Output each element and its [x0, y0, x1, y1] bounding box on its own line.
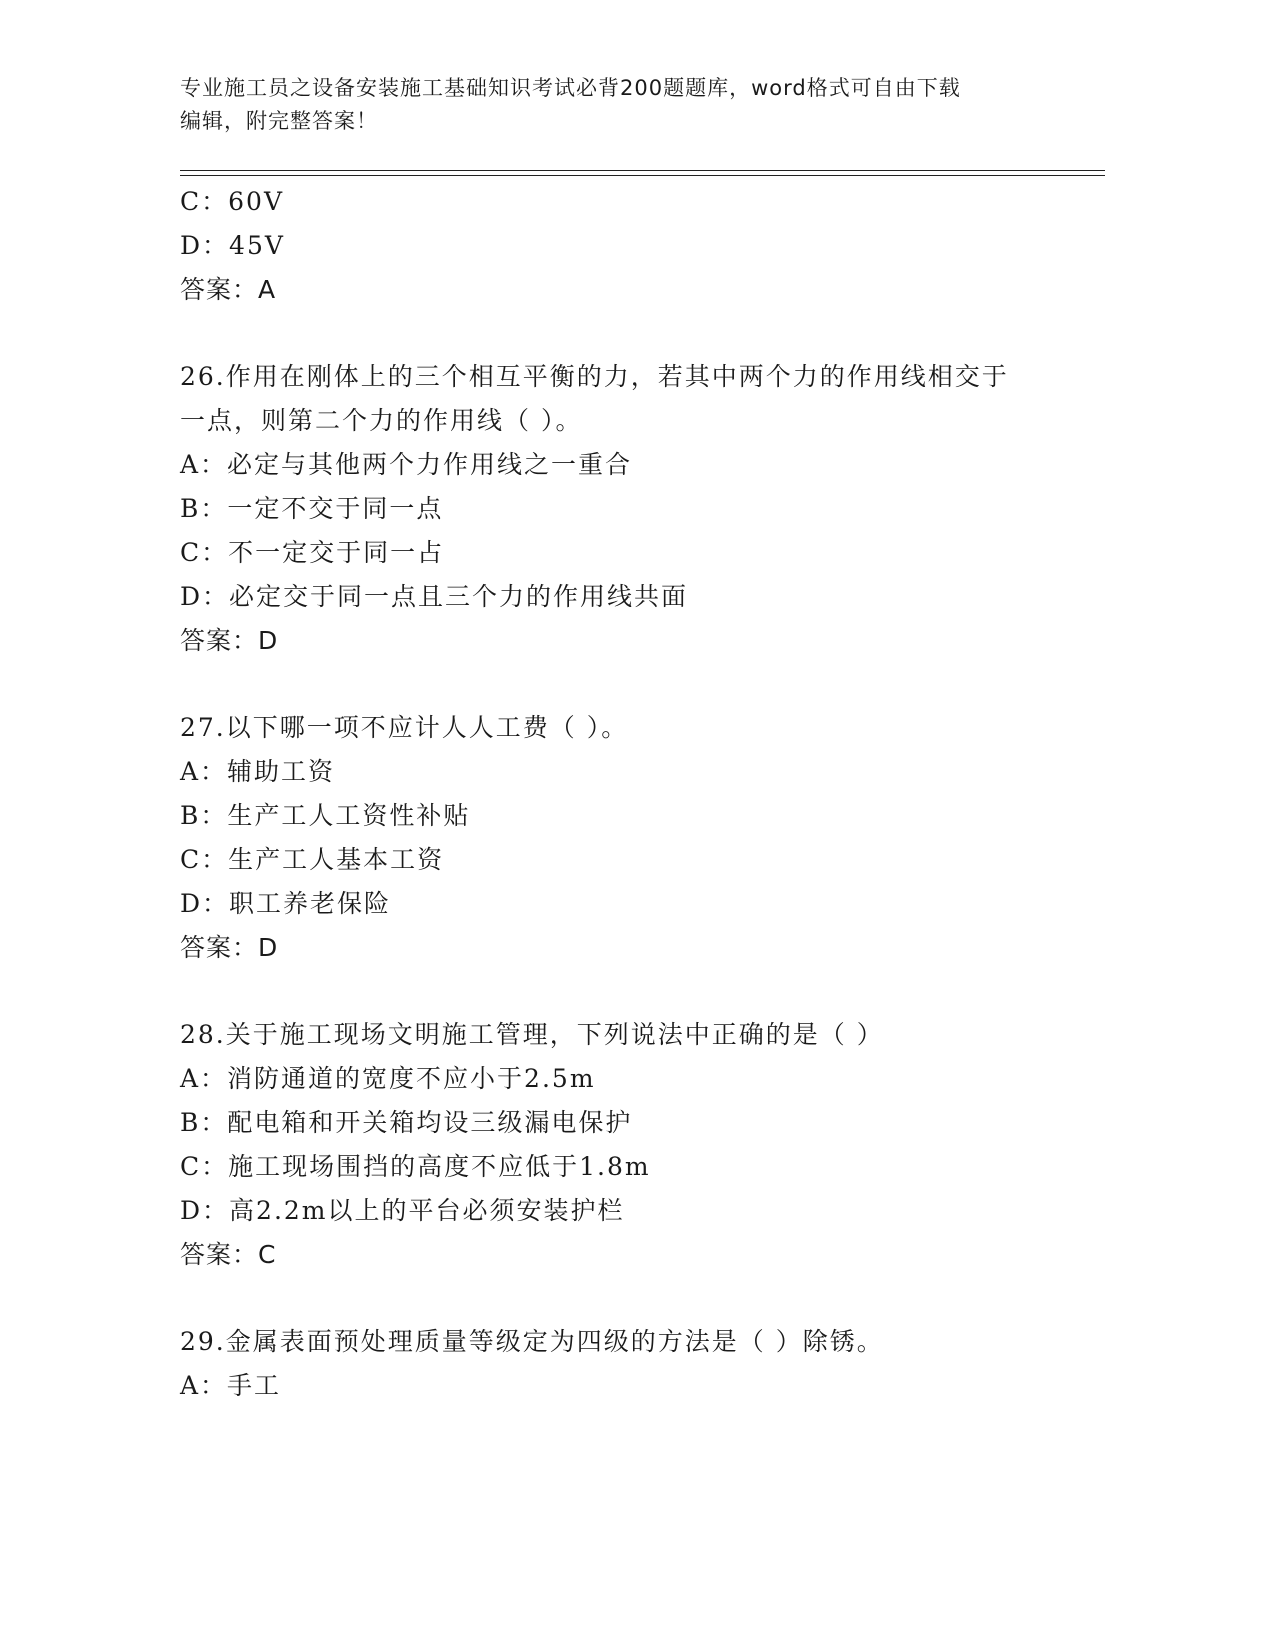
answer-line: 答案：D [180, 933, 279, 962]
header-line-2: 编辑，附完整答案！ [180, 109, 378, 133]
spacer [180, 1277, 1110, 1320]
question-29 [180, 1320, 1110, 1408]
question-stem-line-1: 28.关于施工现场文明施工管理，下列说法中正确的是（ ） [180, 1020, 884, 1049]
spacer [180, 312, 1110, 355]
answer-line: 答案：C [180, 1240, 277, 1269]
option-a: A：辅助工资 [180, 757, 336, 786]
option-a: A：消防通道的宽度不应小于2.5m [180, 1064, 596, 1093]
question-list [180, 180, 1110, 1408]
question-27 [180, 706, 1110, 970]
spacer [180, 663, 1110, 706]
header-divider-bottom [180, 175, 1105, 176]
option-a: A：手工 [180, 1371, 282, 1400]
option-c: C：施工现场围挡的高度不应低于1.8m [180, 1152, 651, 1181]
option-c: C：不一定交于同一占 [180, 538, 445, 567]
question-stem-line-1: 27.以下哪一项不应计人人工费（ ）。 [180, 713, 629, 742]
document-header [180, 72, 1080, 138]
question-25-tail [180, 180, 1110, 312]
answer-line: 答案：A [180, 275, 277, 304]
header-divider-top [180, 170, 1105, 171]
option-d: D：高2.2m以上的平台必须安装护栏 [180, 1196, 625, 1225]
option-b: B：生产工人工资性补贴 [180, 801, 471, 830]
question-stem-line-2: 一点，则第二个力的作用线（ ）。 [180, 406, 583, 435]
option-d: D：职工养老保险 [180, 889, 392, 918]
option-a: A：必定与其他两个力作用线之一重合 [180, 450, 633, 479]
question-26 [180, 355, 1110, 663]
question-stem-line-1: 26.作用在刚体上的三个相互平衡的力，若其中两个力的作用线相交于 [180, 362, 1009, 391]
option-b: B：一定不交于同一点 [180, 494, 444, 523]
header-line-1: 专业施工员之设备安装施工基础知识考试必背200题题库，word格式可自由下载 [180, 76, 961, 100]
question-28 [180, 1013, 1110, 1277]
option-d: D：必定交于同一点且三个力的作用线共面 [180, 582, 689, 611]
option-b: B：配电箱和开关箱均设三级漏电保护 [180, 1108, 633, 1137]
question-stem-line-1: 29.金属表面预处理质量等级定为四级的方法是（ ）除锈。 [180, 1327, 884, 1356]
spacer [180, 970, 1110, 1013]
option-c: C：60V [180, 187, 284, 216]
option-c: C：生产工人基本工资 [180, 845, 445, 874]
answer-line: 答案：D [180, 626, 279, 655]
option-d: D：45V [180, 231, 285, 260]
